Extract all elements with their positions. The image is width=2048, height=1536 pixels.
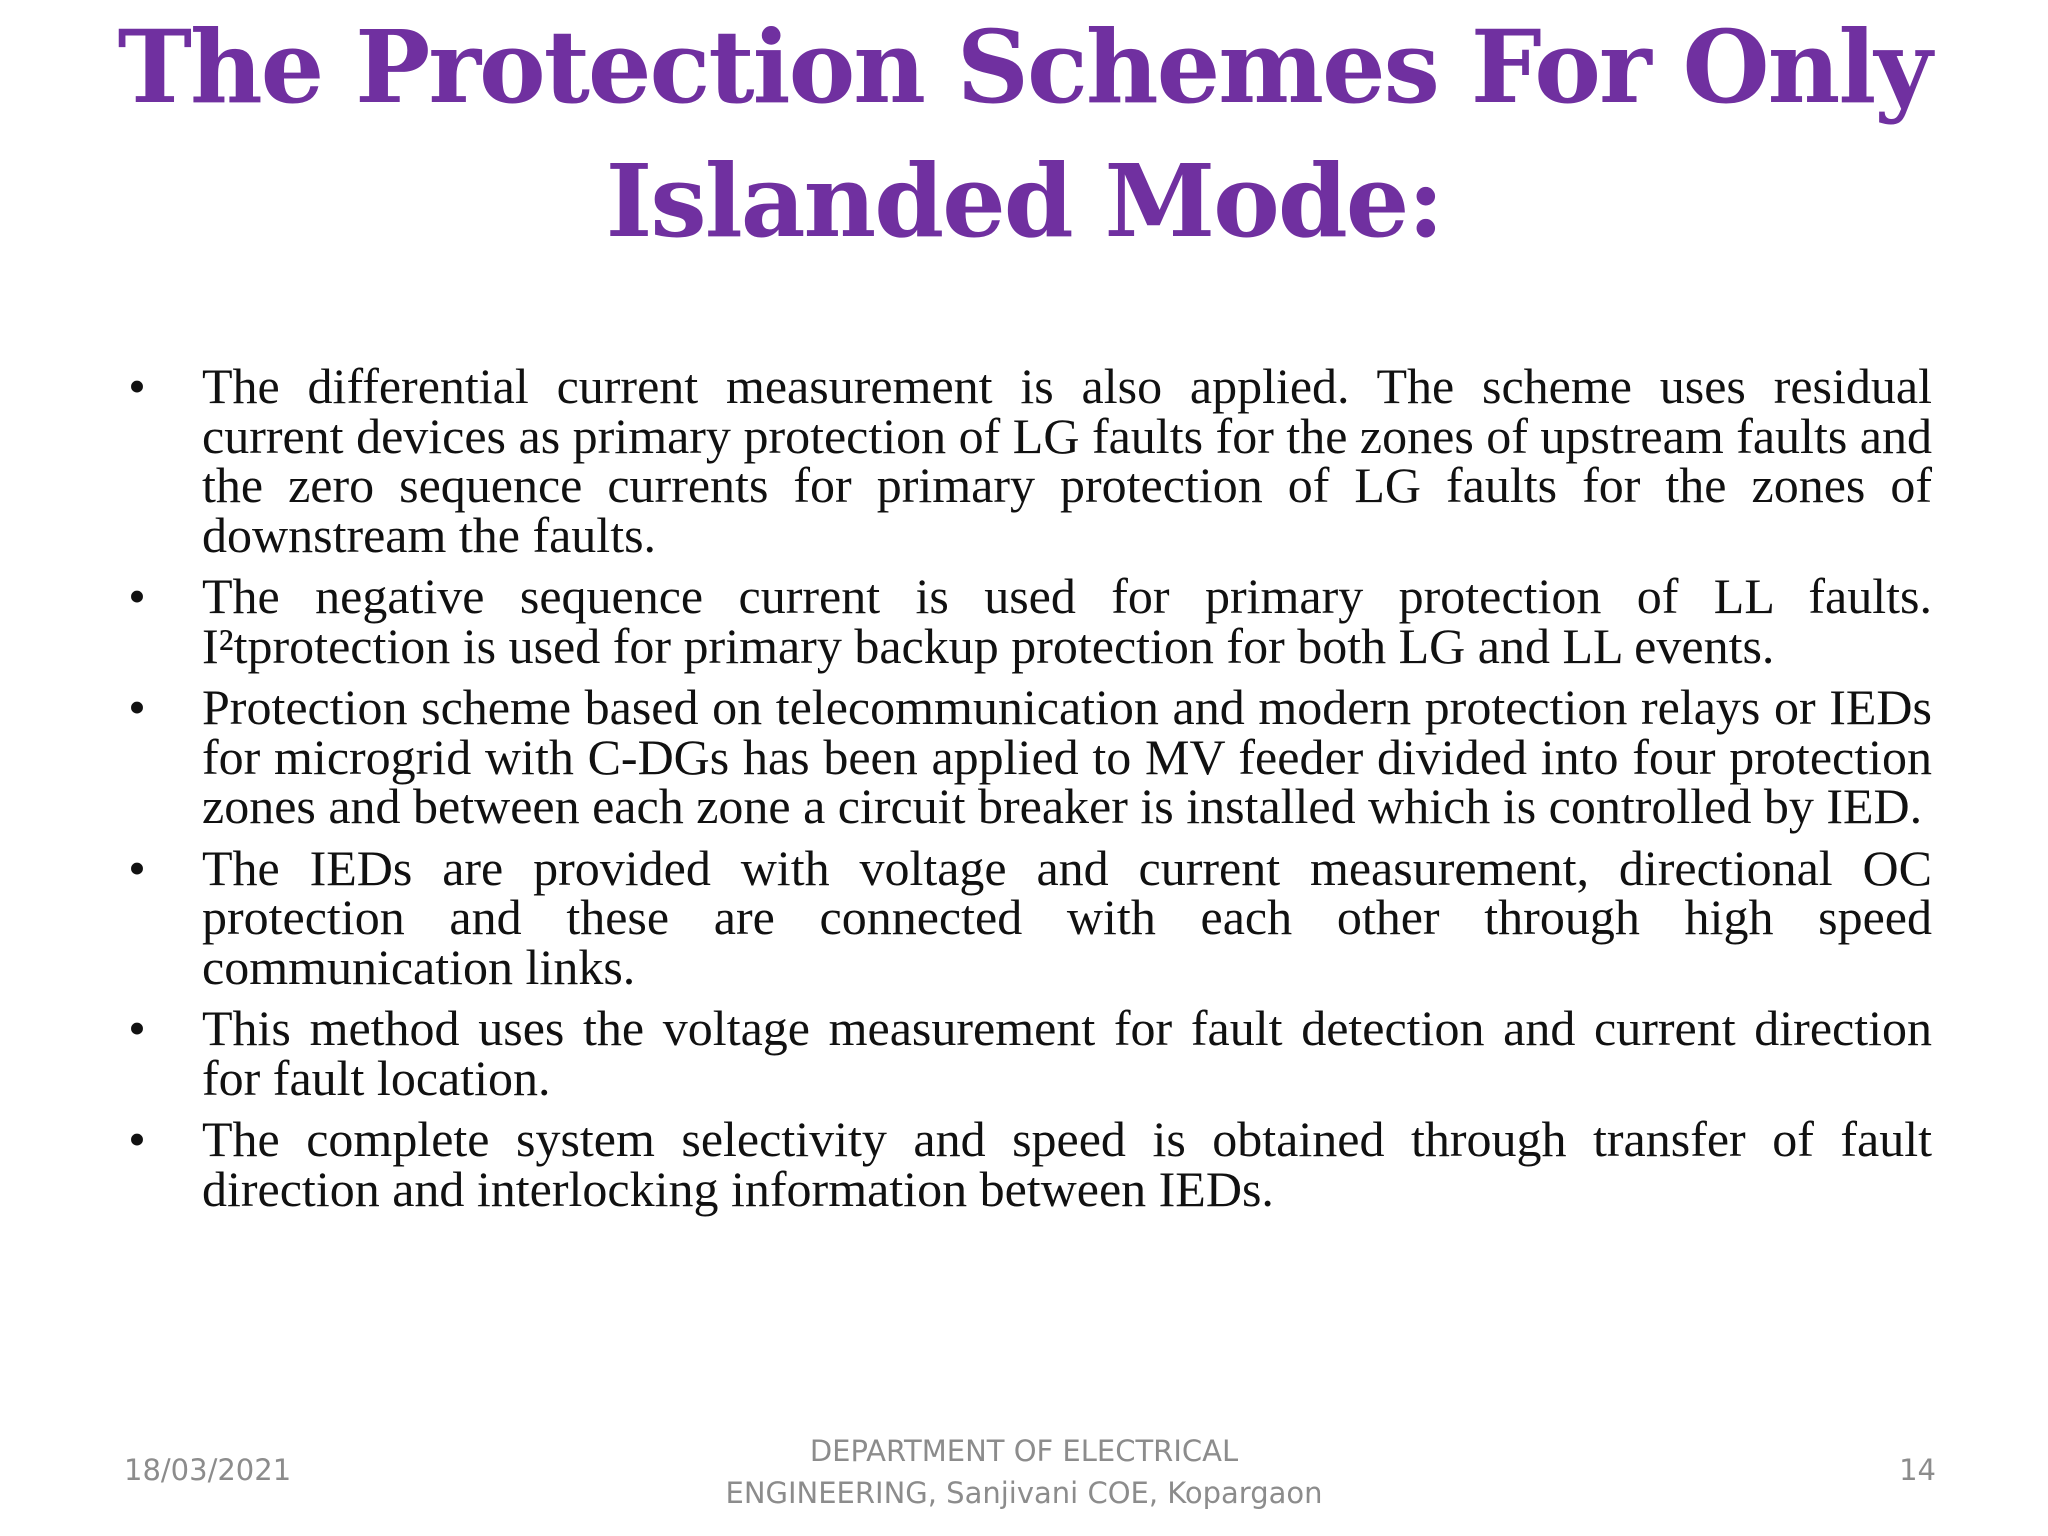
slide-title-line-2: Islanded Mode: <box>605 142 1443 260</box>
footer-date: 18/03/2021 <box>124 1453 292 1487</box>
bullet-text: The negative sequence current is used for primary protection of LL faults. I²tprotection is used for primary backup protection for both LG and LL events. <box>202 568 1932 674</box>
bullet-text: The IEDs are provided with voltage and current measurement, directional OC protection and these are connected with each other through high speed communication links. <box>202 839 1932 995</box>
page-number: 14 <box>1899 1453 1936 1487</box>
bullet-dot-icon: • <box>128 568 146 624</box>
bullet-list <box>122 358 1932 1226</box>
bullet-text: The differential current measurement is also applied. The scheme uses residual current devices as primary protection of LG faults for the zones of upstream faults and the zero sequence currents for primary protection of LG faults for the zones of downstream the faults. <box>202 358 1932 563</box>
bullet-dot-icon: • <box>128 679 146 735</box>
footer-department-line-2: ENGINEERING, Sanjivani COE, Kopargaon <box>725 1476 1323 1510</box>
slide-title-line-1: The Protection Schemes For Only <box>117 8 1931 126</box>
bullet-item <box>122 679 1932 834</box>
bullet-dot-icon: • <box>128 1111 146 1167</box>
footer-department-line-1: DEPARTMENT OF ELECTRICAL <box>809 1434 1239 1468</box>
bullet-item <box>122 839 1932 995</box>
bullet-dot-icon: • <box>128 1000 146 1056</box>
bullet-item <box>122 358 1932 563</box>
slide-title <box>0 0 2048 268</box>
bullet-text: This method uses the voltage measurement for fault detection and current direction for fault location. <box>202 1000 1932 1106</box>
footer-department <box>624 1430 1424 1514</box>
bullet-item <box>122 1111 1932 1217</box>
bullet-text: Protection scheme based on telecommunication and modern protection relays or IEDs for microgrid with C-DGs has been applied to MV feeder divided into four protection zones and between each zone a circuit breaker is installed which is controlled by IED. <box>202 679 1932 834</box>
bullet-dot-icon: • <box>128 358 146 414</box>
bullet-dot-icon: • <box>128 839 146 896</box>
bullet-item <box>122 1000 1932 1106</box>
bullet-item <box>122 568 1932 674</box>
bullet-text: The complete system selectivity and speed is obtained through transfer of fault direction and interlocking information between IEDs. <box>202 1111 1932 1217</box>
